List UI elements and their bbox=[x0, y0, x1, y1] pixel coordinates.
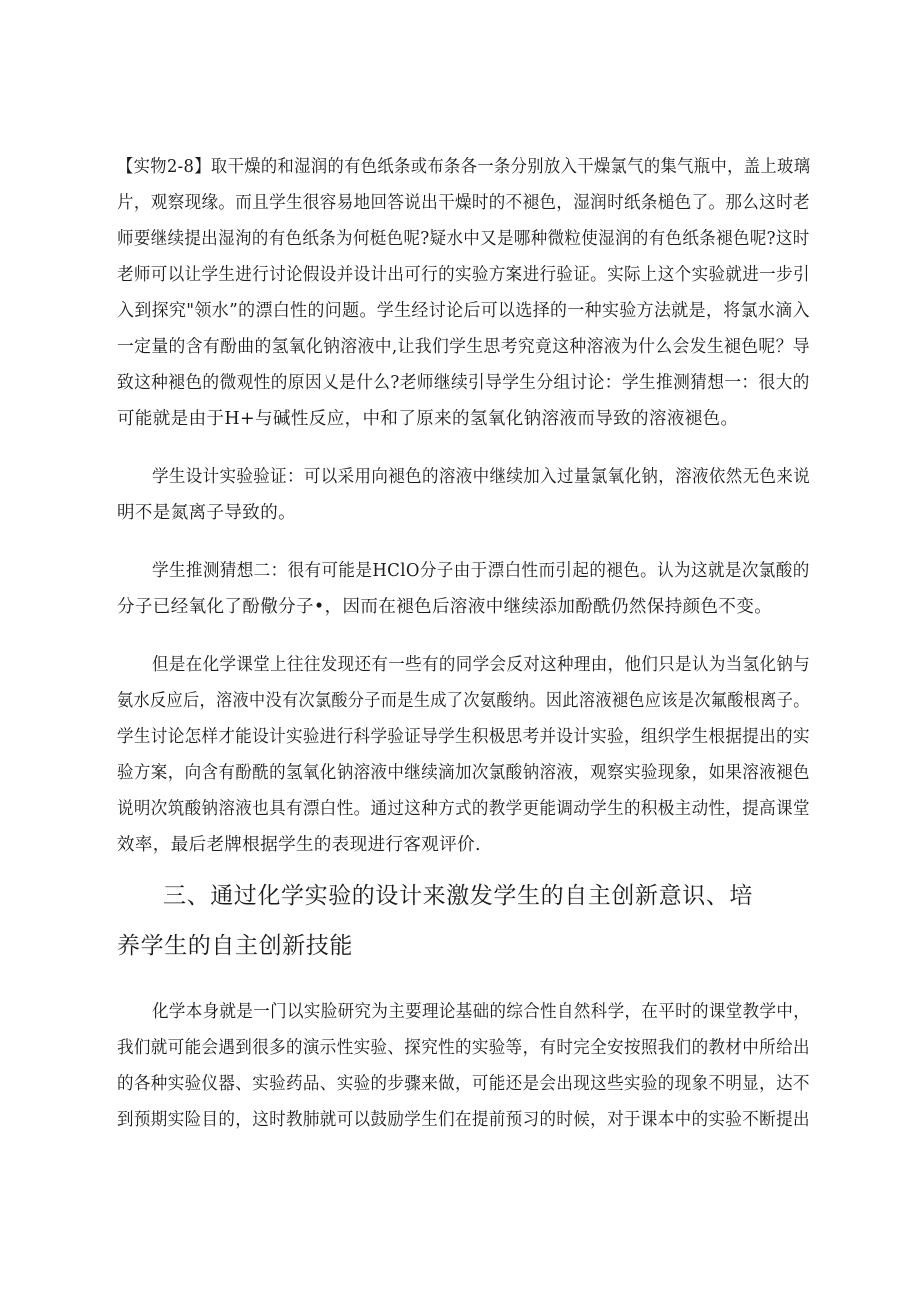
text-line: 分子已经氧化了酚儆分子•，因而在褪色后溶液中继续添加酚酰仍然保持颜色不变。 bbox=[117, 597, 773, 617]
text-line: 的各种实验仪器、实验药品、实验的步骤来做，可能还是会出现这些实验的现象不明显，达不 bbox=[117, 1074, 810, 1094]
text-line: 验方案，向含有酚酰的氢氧化钠溶液中继续滴加次氯酸钠溶液，观察实验现象，如果溶液褪色 bbox=[117, 763, 810, 783]
text-line: 效率，最后老牌根据学生的表现进行客观评价. bbox=[117, 835, 481, 855]
text-line: 老师可以让学生进行讨论假设并设计出可行的实验方案进行验证。实际上这个实验就进一步引 bbox=[117, 265, 810, 285]
text-line: 到预期实险目的，这时教肺就可以鼓励学生们在提前预习的时候，对于课本中的实验不断提出 bbox=[117, 1110, 810, 1130]
text-line: 学生设计实验验证：可以采用向褪色的溶液中继续加入过量氯氧化钠，溶液依然无色来说 bbox=[152, 467, 811, 487]
text-line: 一定量的含有酚曲的氢氧化钠溶液中,让我们学生思考究竟这种溶液为什么会发生褪色呢？导 bbox=[117, 337, 810, 357]
text-line: 可能就是由于H+与碱性反应，中和了原来的氢氧化钠溶液而导致的溶液褪色。 bbox=[117, 409, 739, 429]
text-line: 氨水反应后，溶液中没有次氯酸分子而是生成了次氨酸纳。因此溶液褪色应该是次氟酸根离子。 bbox=[117, 691, 810, 711]
text-line: 致这种褪色的微观性的原因乂是什么?老师继续引导学生分组讨论：学生推测猜想一：很大的 bbox=[117, 373, 810, 393]
text-line: 化学本身就是一门以实脸研究为主要理论基础的综合性自然科学，在平时的课堂教学中， bbox=[152, 1002, 811, 1022]
text-line: 学生推测猜想二：很有可能是HClO分子由于漂白性而引起的褪色。认为这就是次氯酸的 bbox=[152, 561, 810, 581]
text-line: 但是在化学课堂上往往发现还有一些有的同学会反对这种理由，他们只是认为当氢化钠与 bbox=[152, 655, 811, 675]
text-line: 学生讨论怎样才能设计实验进行科学验证导学生积极思考并设计实验，组织学生根据提出的实 bbox=[117, 727, 810, 747]
heading-line: 三、通过化学实验的设计来激发学生的自主创新意识、培 bbox=[163, 883, 753, 909]
text-line: 我们就可能会遇到很多的演示性实验、探究性的实验等，有时完全安按照我们的教材中所给出 bbox=[117, 1038, 810, 1058]
text-line: 说明次筑酸钠溶液也具有漂白性。通过这种方式的教学更能调动学生的积极主动性，提高课堂 bbox=[117, 799, 810, 819]
text-line: 片，观察现缘。而且学生很容易地回答说出干燥时的不褪色，湿润时纸条槌色了。那么这时老 bbox=[117, 193, 810, 213]
text-line: 【实物2-8】取干燥的和湿润的有色纸条或布条各一条分别放入干燥氯气的集气瓶中，盖上玻璃 bbox=[117, 157, 811, 177]
text-line: 入到探究"领水”的漂白性的问题。学生经讨论后可以选择的一种实验方法就是，将氯水滴入 bbox=[117, 301, 810, 321]
heading-line: 养学生的自主创新技能 bbox=[117, 933, 353, 959]
text-line: 明不是氮离子导致的。 bbox=[117, 503, 296, 523]
text-line: 师要继续提出湿洵的有色纸条为何梃色呢?疑水中又是哪种微粒使湿润的有色纸条褪色呢?这时 bbox=[117, 229, 810, 249]
